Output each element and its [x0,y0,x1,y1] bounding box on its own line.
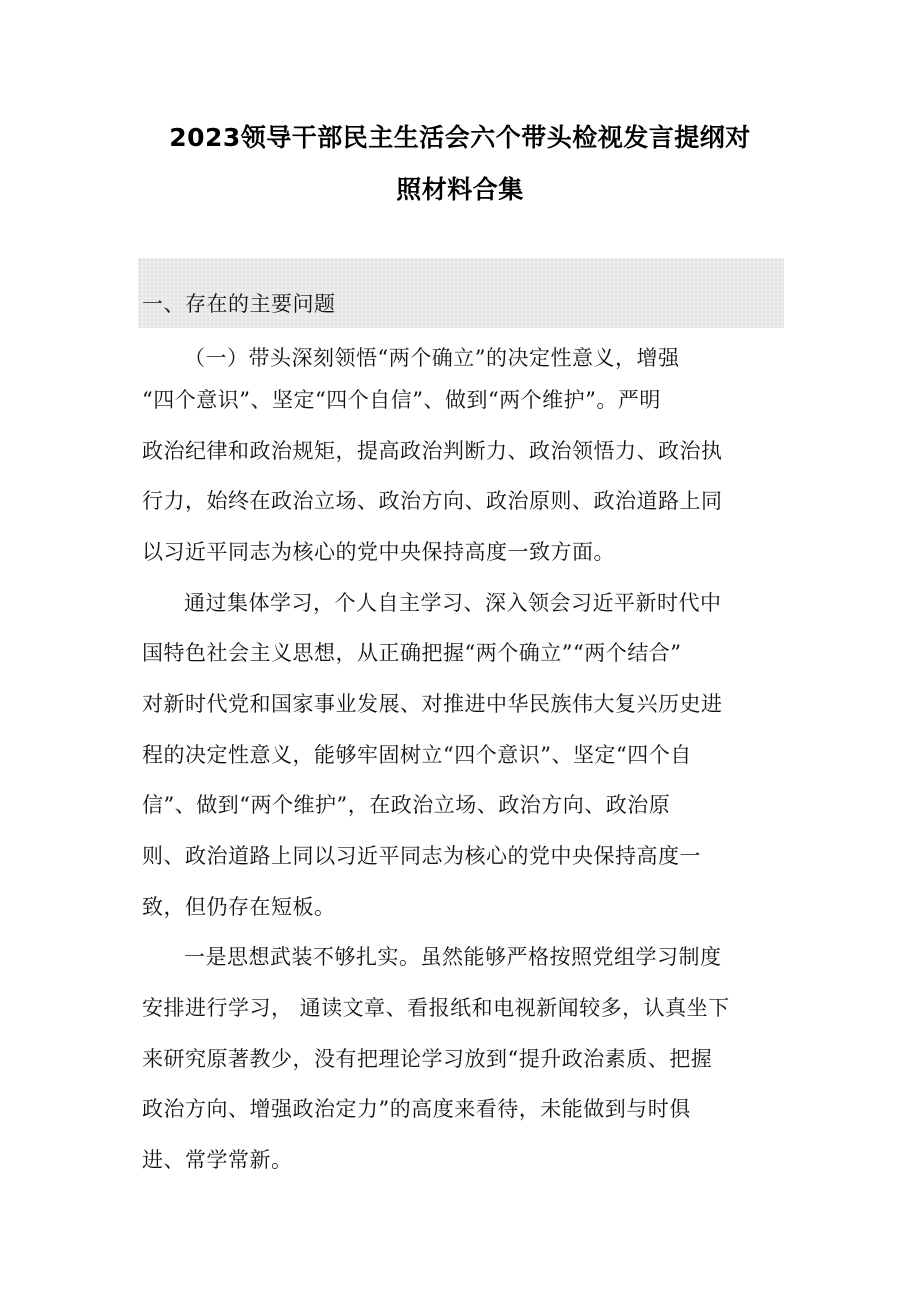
paragraph-line: 安排进行学习， 通读文章、看报纸和电视新闻较多，认真坐下 [142,996,730,1020]
paragraph-line: 则、政治道路上同以习近平同志为核心的党中央保持高度一 [142,844,701,868]
paragraph-line: 国特色社会主义思想，从正确把握“两个确立”“两个结合” [142,641,682,665]
paragraph-line: 致，但仍存在短板。 [142,895,336,919]
title-line-2: 照材料合集 [396,175,524,204]
paragraph-line: 一是思想武装不够扎实。虽然能够严格按照党组学习制度 [184,945,722,969]
paragraph-line: “四个意识”、坚定“四个自信”、做到“两个维护”。严明 [142,388,661,412]
paragraph-line: 来研究原著教少，没有把理论学习放到“提升政治素质、把握 [142,1047,713,1071]
section-heading: 一、存在的主要问题 [142,292,336,316]
paragraph-line: 行力，始终在政治立场、政治方向、政治原则、政治道路上同 [142,489,723,513]
paragraph-line: 通过集体学习，个人自主学习、深入领会习近平新时代中 [184,591,722,615]
title-line-1: 2023领导干部民主生活会六个带头检视发言提纲对 [169,123,751,152]
paragraph-line: 进、常学常新。 [142,1148,293,1172]
paragraph-line: 程的决定性意义，能够牢固树立“四个意识”、坚定“四个自 [142,743,692,767]
document-title [140,112,780,216]
paragraph-line: 政治纪律和政治规矩，提高政治判断力、政治领悟力、政治执 [142,439,723,463]
paragraph-line: 信”、做到“两个维护”，在政治立场、政治方向、政治原 [142,793,671,817]
paragraph-line: 以习近平同志为核心的党中央保持高度一致方面。 [142,540,615,564]
paragraph-line: 对新时代党和国家事业发展、对推进中华民族伟大复兴历史进 [142,692,723,716]
paragraph-line: （一）带头深刻领悟“两个确立”的决定性意义，增强 [184,346,680,370]
paragraph-line: 政治方向、增强政治定力”的高度来看待，未能做到与时俱 [142,1097,691,1121]
